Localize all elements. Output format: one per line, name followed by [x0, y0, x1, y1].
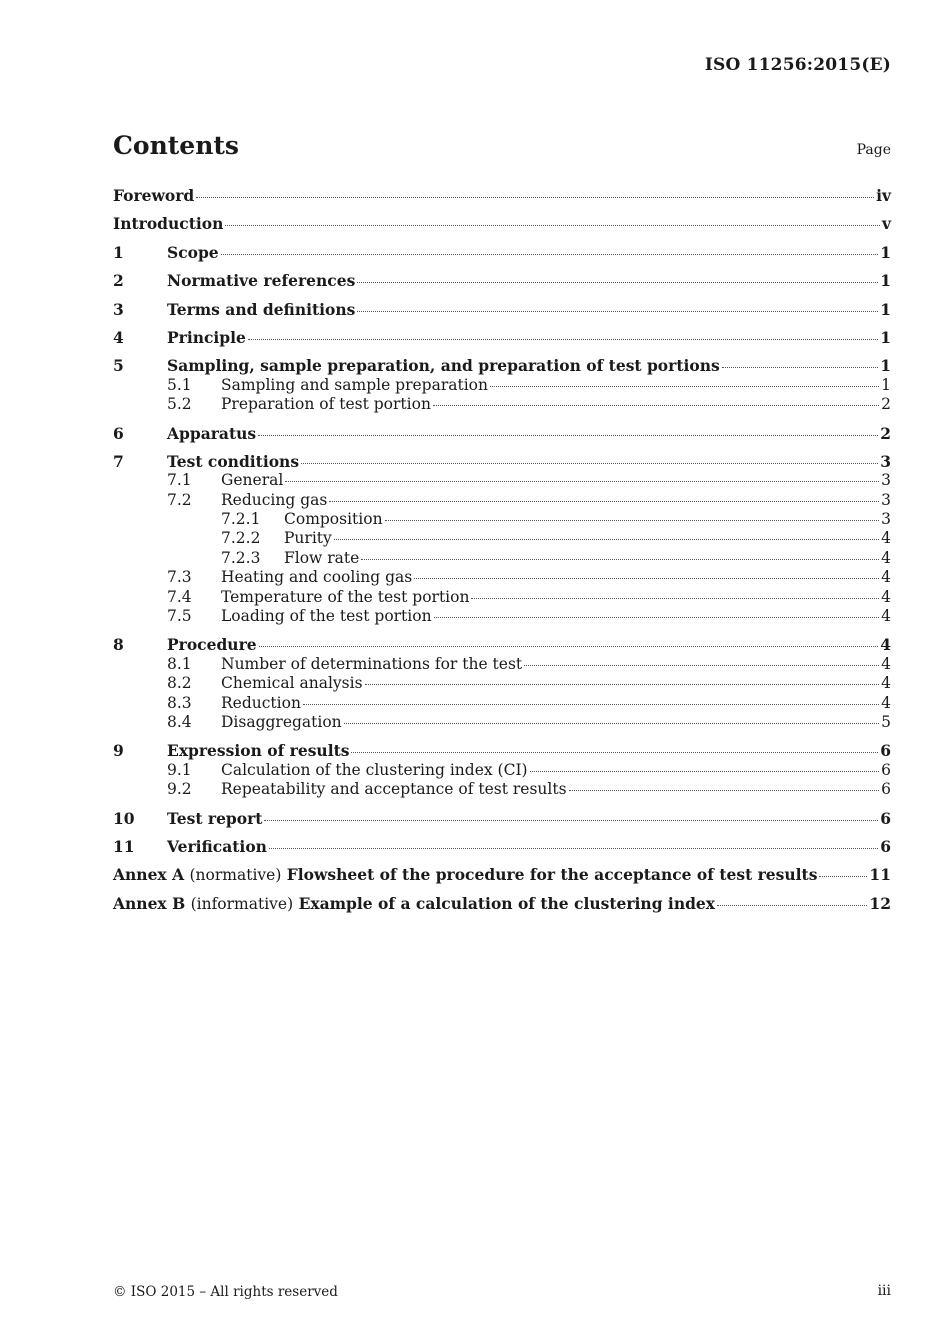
toc-entry-number: 3 — [113, 299, 124, 319]
toc-entry[interactable] — [113, 655, 891, 674]
toc-entry-title: Expression of results — [167, 741, 350, 761]
toc-entry-number: 7.1 — [167, 471, 192, 490]
toc-entry-page: 4 — [881, 693, 891, 712]
toc-entry[interactable] — [113, 894, 891, 913]
dot-leader — [717, 904, 867, 906]
toc-entry[interactable] — [113, 549, 891, 568]
toc-entry-page: 6 — [880, 741, 891, 761]
toc-entry-number: 11 — [113, 836, 135, 856]
page-column-label: Page — [856, 142, 891, 158]
dot-leader — [334, 538, 879, 540]
dot-leader — [269, 847, 878, 849]
toc-entry[interactable] — [113, 635, 891, 654]
toc-entry-page: iv — [876, 186, 891, 205]
toc-entry-page: 5 — [881, 712, 891, 731]
toc-entry-page: 1 — [880, 356, 891, 376]
toc-entry-number: 7.2 — [167, 490, 192, 509]
toc-entry-number: 8.4 — [167, 712, 192, 731]
toc-entry-page: 4 — [881, 568, 891, 587]
toc-entry[interactable] — [113, 588, 891, 607]
toc-entry[interactable] — [113, 694, 891, 713]
toc-entry-title: Chemical analysis — [221, 674, 363, 693]
toc-entry[interactable] — [113, 529, 891, 548]
toc-entry[interactable] — [113, 376, 891, 395]
toc-entry-page: 1 — [880, 299, 891, 319]
dot-leader — [264, 819, 878, 821]
dot-leader — [490, 385, 879, 387]
toc-entry[interactable] — [113, 471, 891, 490]
dot-leader — [414, 577, 879, 579]
dot-leader — [722, 366, 879, 368]
toc-entry-title: Foreword — [113, 186, 195, 205]
toc-entry[interactable] — [113, 741, 891, 760]
dot-leader — [433, 404, 879, 406]
toc-entry-page: 4 — [881, 607, 891, 626]
toc-entry-number: 5.1 — [167, 375, 192, 394]
toc-entry-page: 6 — [881, 760, 891, 779]
toc-entry-page: 2 — [881, 395, 891, 414]
dot-leader — [225, 224, 880, 226]
dot-leader — [301, 462, 878, 464]
dot-leader — [303, 703, 879, 705]
toc-entry-number: 6 — [113, 423, 124, 443]
toc-entry-page: 1 — [880, 327, 891, 347]
toc-entry-page: 11 — [869, 865, 891, 885]
toc-entry-page: 3 — [881, 471, 891, 490]
toc-entry-title: Verification — [167, 836, 267, 856]
toc-entry-page: 4 — [881, 548, 891, 567]
toc-entry-number: 5.2 — [167, 395, 192, 414]
annex-type: (normative) — [189, 866, 282, 885]
toc-entry[interactable] — [113, 243, 891, 262]
dot-leader — [329, 500, 879, 502]
toc-entry-title: Reduction — [221, 693, 301, 712]
dot-leader — [569, 789, 880, 791]
contents-heading: Contents — [113, 131, 240, 160]
toc-entry[interactable] — [113, 510, 891, 529]
toc-entry-page: 12 — [869, 893, 891, 913]
dot-leader — [530, 770, 880, 772]
toc-entry-page: 4 — [881, 654, 891, 673]
toc-entry[interactable] — [113, 761, 891, 780]
dot-leader — [365, 683, 880, 685]
toc-entry[interactable] — [113, 780, 891, 799]
toc-entry-title: Purity — [284, 529, 332, 548]
toc-entry-title: Flowsheet of the procedure for the acceptance of test results — [286, 865, 818, 885]
toc-entry-number: 7.2.1 — [221, 510, 261, 529]
dot-leader — [357, 281, 878, 283]
dot-leader — [819, 875, 867, 877]
annex-type: (informative) — [190, 894, 294, 913]
toc-entry-title: Scope — [167, 242, 219, 262]
toc-entry-number: 7 — [113, 451, 124, 471]
toc-entry-number: 8.3 — [167, 693, 192, 712]
toc-entry-number: 7.5 — [167, 607, 192, 626]
toc-entry-title: General — [221, 471, 284, 490]
toc-entry-page: 1 — [880, 271, 891, 291]
toc-entry-title: Introduction — [113, 214, 224, 234]
toc-entry-page: 6 — [881, 780, 891, 799]
toc-entry[interactable] — [113, 424, 891, 443]
toc-entry-title: Preparation of test portion — [221, 395, 431, 414]
toc-entry[interactable] — [113, 865, 891, 884]
table-of-contents — [113, 186, 891, 913]
toc-entry-number: 7.2.2 — [221, 529, 261, 548]
dot-leader — [385, 519, 880, 521]
dot-leader — [248, 338, 878, 340]
toc-entry-title: Principle — [167, 327, 246, 347]
toc-entry-title: Number of determinations for the test — [221, 654, 523, 673]
dot-leader — [221, 253, 879, 255]
copyright-notice: © ISO 2015 – All rights reserved — [113, 1284, 338, 1300]
dot-leader — [285, 480, 879, 482]
toc-entry-title: Apparatus — [167, 423, 257, 443]
dot-leader — [357, 310, 878, 312]
toc-entry-number: 8.1 — [167, 654, 192, 673]
toc-entry-page: 3 — [880, 451, 891, 471]
annex-label: Annex B — [113, 893, 186, 913]
toc-entry-title: Sampling, sample preparation, and preparation of test portions — [167, 356, 720, 376]
toc-entry-page: 1 — [881, 375, 891, 394]
toc-entry-page: 4 — [881, 529, 891, 548]
toc-entry-page: 6 — [880, 836, 891, 856]
dot-leader — [524, 664, 879, 666]
toc-entry[interactable] — [113, 328, 891, 347]
toc-entry-title: Sampling and sample preparation — [221, 375, 488, 394]
annex-label: Annex A — [113, 865, 185, 885]
toc-entry-title: Heating and cooling gas — [221, 568, 413, 587]
toc-entry[interactable] — [113, 568, 891, 587]
dot-leader — [344, 722, 879, 724]
toc-entry-number: 8.2 — [167, 674, 192, 693]
toc-entry[interactable] — [113, 713, 891, 732]
dot-leader — [196, 196, 874, 198]
toc-entry[interactable] — [113, 300, 891, 319]
toc-entry-title: Reducing gas — [221, 490, 328, 509]
toc-entry-page: 1 — [880, 242, 891, 262]
toc-entry-page: 4 — [881, 587, 891, 606]
toc-entry-title: Test conditions — [167, 451, 300, 471]
dot-leader — [434, 616, 880, 618]
toc-entry-number: 8 — [113, 635, 124, 655]
toc-entry[interactable] — [113, 809, 891, 828]
dot-leader — [259, 645, 879, 647]
toc-entry[interactable] — [113, 607, 891, 626]
toc-entry-title: Temperature of the test portion — [221, 587, 470, 606]
toc-entry[interactable] — [113, 491, 891, 510]
toc-entry[interactable] — [113, 271, 891, 290]
toc-entry-page: 2 — [880, 423, 891, 443]
toc-entry-title: Normative references — [167, 271, 356, 291]
toc-entry-title: Terms and definitions — [167, 299, 356, 319]
toc-entry-title: Flow rate — [284, 548, 360, 567]
toc-entry-number: 5 — [113, 356, 124, 376]
toc-entry-number: 9.1 — [167, 760, 192, 779]
toc-entry-number: 2 — [113, 271, 124, 291]
toc-entry[interactable] — [113, 837, 891, 856]
toc-entry-page: 3 — [881, 490, 891, 509]
page-number: iii — [877, 1283, 891, 1299]
toc-entry[interactable] — [113, 356, 891, 375]
toc-entry-title: Loading of the test portion — [221, 607, 432, 626]
toc-entry[interactable] — [113, 452, 891, 471]
toc-entry-title: Disaggregation — [221, 712, 342, 731]
toc-entry-number: 10 — [113, 808, 135, 828]
toc-entry[interactable] — [113, 214, 891, 233]
toc-entry-page: v — [881, 214, 891, 234]
dot-leader — [258, 434, 878, 436]
toc-entry[interactable] — [113, 186, 891, 205]
dot-leader — [361, 558, 879, 560]
toc-entry-number: 9.2 — [167, 780, 192, 799]
toc-entry-title: Repeatability and acceptance of test results — [221, 780, 567, 799]
toc-entry-number: 1 — [113, 242, 124, 262]
toc-entry-title: Test report — [167, 808, 263, 828]
toc-entry-number: 7.2.3 — [221, 548, 261, 567]
toc-entry-page: 4 — [880, 635, 891, 655]
toc-entry-number: 9 — [113, 741, 124, 761]
toc-entry[interactable] — [113, 395, 891, 414]
dot-leader — [471, 597, 879, 599]
toc-entry-page: 3 — [881, 510, 891, 529]
document-id: ISO 11256:2015(E) — [704, 55, 891, 75]
dot-leader — [351, 751, 878, 753]
toc-entry-title: Calculation of the clustering index (CI) — [221, 760, 528, 779]
toc-entry[interactable] — [113, 674, 891, 693]
toc-entry-number: 4 — [113, 327, 124, 347]
toc-entry-page: 4 — [881, 674, 891, 693]
toc-entry-title: Procedure — [167, 635, 257, 655]
toc-entry-number: 7.4 — [167, 587, 192, 606]
toc-entry-title: Example of a calculation of the clustering index — [298, 893, 716, 913]
toc-entry-page: 6 — [880, 808, 891, 828]
toc-entry-title: Composition — [284, 510, 383, 529]
toc-entry-number: 7.3 — [167, 568, 192, 587]
